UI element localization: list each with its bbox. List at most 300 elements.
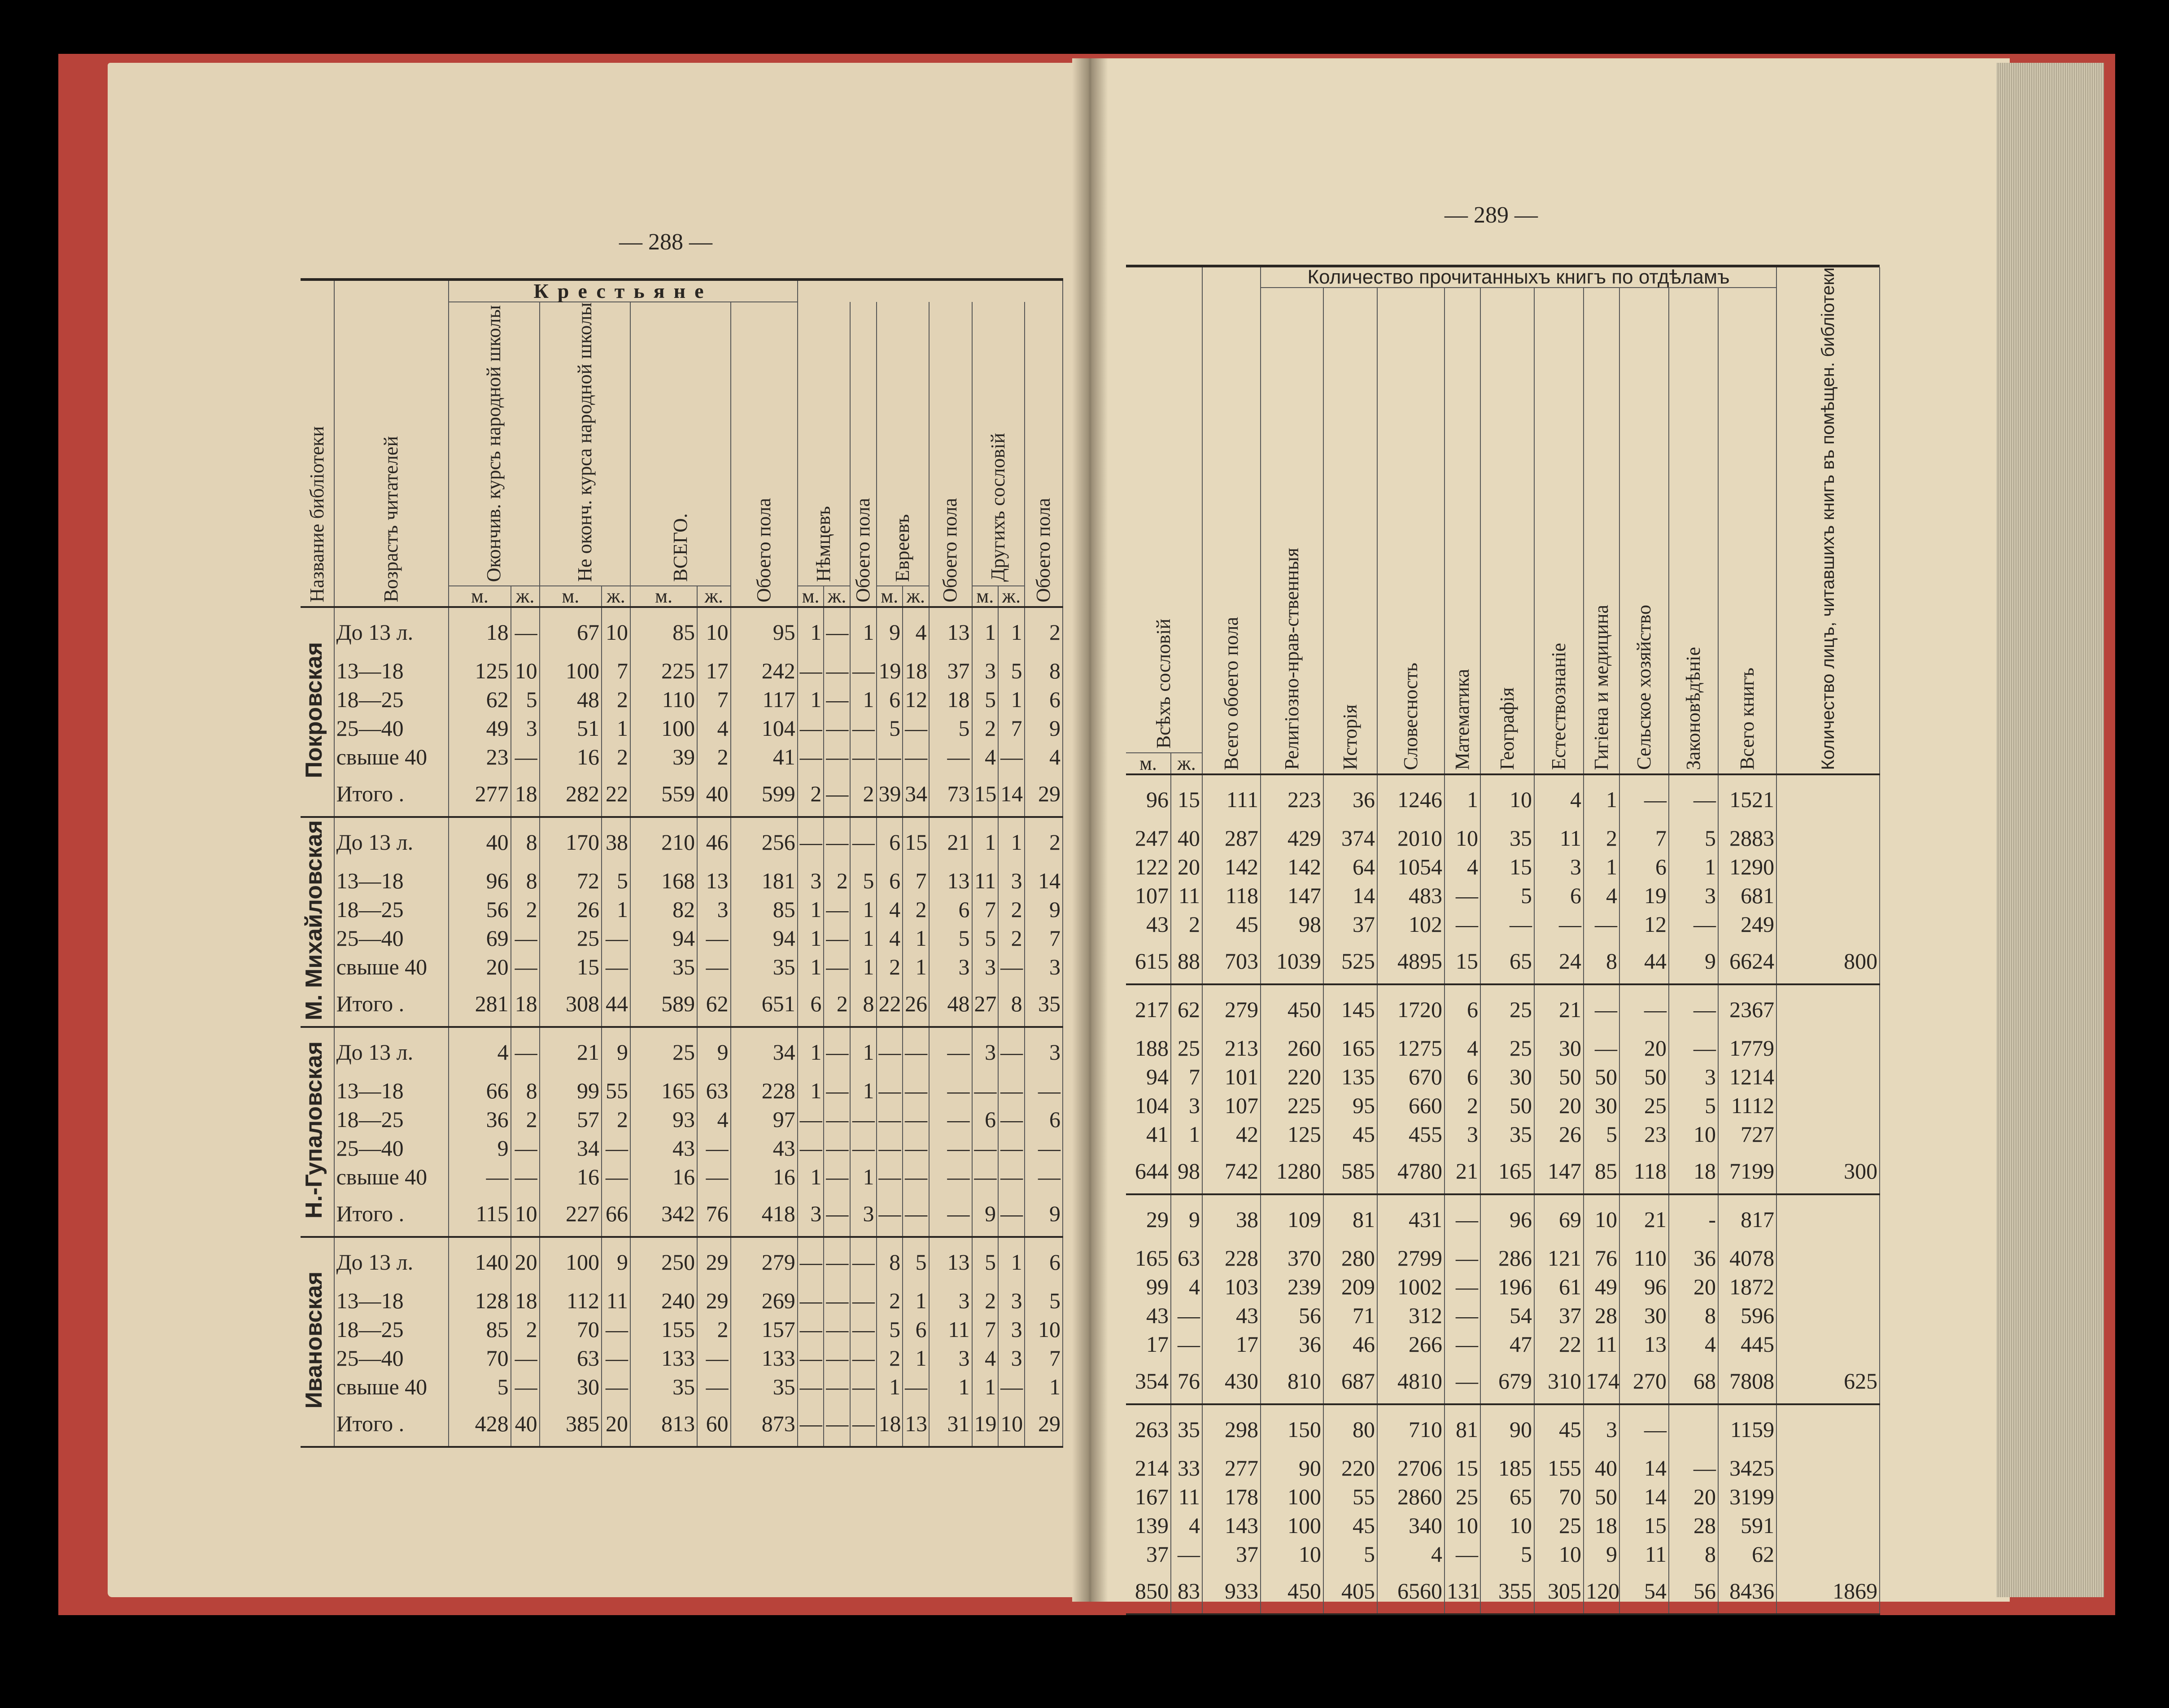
table-cell: 1 <box>972 1372 999 1401</box>
table-cell: 2 <box>903 895 929 924</box>
table-cell: 2706 <box>1377 1454 1445 1482</box>
table-cell: 14 <box>1619 1454 1669 1482</box>
table-cell: 64 <box>1323 852 1377 881</box>
header-other: Другихъ сословій <box>986 432 1009 582</box>
table-cell: 3 <box>998 1286 1025 1315</box>
header-both-sexes-jews: Обоего пола <box>939 498 961 603</box>
table-cell: 93 <box>630 1105 697 1134</box>
table-cell: 11 <box>1171 881 1202 910</box>
table-cell: — <box>903 1027 929 1076</box>
table-cell: 50 <box>1584 1062 1619 1091</box>
table-cell: 90 <box>1261 1454 1323 1482</box>
table-cell: 46 <box>697 817 731 866</box>
table-row <box>301 1076 1063 1105</box>
table-row <box>1126 1091 1880 1120</box>
table-cell: — <box>850 743 877 771</box>
table-cell: 247 <box>1126 824 1171 852</box>
table-cell: 287 <box>1202 824 1261 852</box>
table-row <box>1126 1540 1880 1568</box>
table-cell: 1 <box>850 607 877 656</box>
table-cell: — <box>1171 1301 1202 1330</box>
table-cell: 3 <box>1534 852 1584 881</box>
age-group: Итого . <box>334 771 449 817</box>
table-cell: 374 <box>1323 824 1377 852</box>
table-cell: 5 <box>972 685 999 714</box>
header-all-estates: Всѣхъ сословій <box>1152 619 1175 749</box>
table-cell: 125 <box>449 656 511 685</box>
table-cell: 2 <box>877 1286 903 1315</box>
table-cell: — <box>824 1076 850 1105</box>
table-cell: — <box>877 1105 903 1134</box>
table-cell: 110 <box>630 685 697 714</box>
table-cell: 165 <box>1323 1034 1377 1062</box>
table-cell: 249 <box>1718 910 1776 939</box>
header-m: м. <box>877 586 903 607</box>
table-cell: 3 <box>1025 1027 1063 1076</box>
table-cell: 5 <box>903 1237 929 1286</box>
table-cell: — <box>903 1105 929 1134</box>
table-cell: 6 <box>1445 984 1480 1034</box>
table-cell: 3 <box>972 656 999 685</box>
table-cell: 1159 <box>1718 1404 1776 1454</box>
table-cell: 679 <box>1480 1359 1534 1404</box>
table-cell: 4 <box>1445 1034 1480 1062</box>
table-cell: — <box>929 1162 972 1191</box>
table-cell: 5 <box>850 866 877 895</box>
table-cell: 76 <box>1171 1359 1202 1404</box>
table-cell: 6624 <box>1718 939 1776 984</box>
table-cell: 4 <box>972 743 999 771</box>
table-cell: 67 <box>540 607 602 656</box>
header-finished: Окончив. курсъ народной школы <box>483 305 505 582</box>
library-name-label: Покровская <box>301 642 327 778</box>
book-gutter <box>1072 58 1108 1602</box>
table-cell: 85 <box>731 895 798 924</box>
table-cell: 225 <box>630 656 697 685</box>
table-cell: 35 <box>1480 1120 1534 1149</box>
table-cell: 68 <box>1669 1359 1718 1404</box>
table-cell: 94 <box>1126 1062 1171 1091</box>
age-group: До 13 л. <box>334 1237 449 1286</box>
table-cell: 30 <box>1534 1034 1584 1062</box>
table-cell: 1869 <box>1776 1568 1880 1614</box>
table-cell: 66 <box>449 1076 511 1105</box>
table-cell: 29 <box>697 1286 731 1315</box>
table-cell: 38 <box>602 817 630 866</box>
table-cell: 43 <box>731 1134 798 1162</box>
table-cell: 25 <box>1619 1091 1669 1120</box>
table-cell: — <box>850 1237 877 1286</box>
table-cell: — <box>798 1237 824 1286</box>
table-cell <box>1776 1511 1880 1540</box>
table-cell: 2 <box>798 771 824 817</box>
header-m: м. <box>798 586 824 607</box>
table-cell: 266 <box>1377 1330 1445 1359</box>
table-cell: — <box>929 1191 972 1237</box>
table-cell: 269 <box>731 1286 798 1315</box>
table-cell: 4 <box>1584 881 1619 910</box>
table-cell: 25 <box>1534 1511 1584 1540</box>
table-row <box>301 607 1063 656</box>
table-cell: 13 <box>697 866 731 895</box>
table-cell: 11 <box>929 1315 972 1344</box>
table-cell: 170 <box>540 817 602 866</box>
table-cell: 41 <box>731 743 798 771</box>
table-cell: 145 <box>1323 984 1377 1034</box>
table-row <box>301 1401 1063 1447</box>
header-section-label: Исторія <box>1339 704 1361 770</box>
page-number-left: — 288 — <box>619 229 712 255</box>
table-cell: — <box>850 1286 877 1315</box>
table-cell: 1 <box>972 817 999 866</box>
table-row <box>301 1162 1063 1191</box>
table-cell: 95 <box>1323 1091 1377 1120</box>
table-cell: 15 <box>1171 774 1202 824</box>
table-row <box>301 924 1063 952</box>
table-cell <box>1776 1034 1880 1062</box>
table-cell: 591 <box>1718 1511 1776 1540</box>
table-cell: 1 <box>850 1076 877 1105</box>
table-cell: 142 <box>1261 852 1323 881</box>
page-edges <box>1996 63 2104 1597</box>
table-cell: 5 <box>929 924 972 952</box>
header-section <box>1377 288 1445 774</box>
table-cell: 55 <box>1323 1482 1377 1511</box>
table-cell: — <box>798 1286 824 1315</box>
table-cell: — <box>511 1134 540 1162</box>
table-cell: 2799 <box>1377 1244 1445 1272</box>
table-cell: — <box>998 743 1025 771</box>
table-cell: 50 <box>1480 1091 1534 1120</box>
table-cell: 122 <box>1126 852 1171 881</box>
table-cell: 26 <box>540 895 602 924</box>
header-section <box>1323 288 1377 774</box>
table-cell: 20 <box>602 1401 630 1447</box>
table-cell: 1 <box>1669 852 1718 881</box>
header-age: Возрастъ читателей <box>380 436 402 603</box>
table-cell: 125 <box>1261 1120 1323 1149</box>
table-cell: 1 <box>798 1162 824 1191</box>
table-cell <box>1776 1454 1880 1482</box>
table-cell: — <box>1619 1404 1669 1454</box>
table-cell: 263 <box>1126 1404 1171 1454</box>
table-cell: 49 <box>1584 1272 1619 1301</box>
table-cell: — <box>602 1315 630 1344</box>
table-cell: 56 <box>1669 1568 1718 1614</box>
table-cell: 37 <box>929 656 972 685</box>
table-cell: 76 <box>1584 1244 1619 1272</box>
table-cell: 20 <box>1534 1091 1584 1120</box>
table-cell: 1 <box>798 895 824 924</box>
table-row <box>301 1191 1063 1237</box>
table-cell: — <box>903 714 929 743</box>
table-cell: 1 <box>798 685 824 714</box>
table-cell: 54 <box>1619 1568 1669 1614</box>
table-cell: 40 <box>511 1401 540 1447</box>
table-cell: 25 <box>540 924 602 952</box>
table-cell <box>1776 1301 1880 1330</box>
table-cell: 312 <box>1377 1301 1445 1330</box>
table-cell: 63 <box>540 1344 602 1372</box>
table-cell: — <box>972 1076 999 1105</box>
table-cell: — <box>798 743 824 771</box>
table-cell: 15 <box>903 817 929 866</box>
table-row <box>301 866 1063 895</box>
table-cell: 28 <box>1669 1511 1718 1540</box>
table-cell: 6 <box>1025 1105 1063 1134</box>
table-cell: 5 <box>1584 1120 1619 1149</box>
table-cell: 35 <box>731 952 798 981</box>
table-cell: 100 <box>540 1237 602 1286</box>
table-cell: — <box>798 817 824 866</box>
table-cell: 8 <box>877 1237 903 1286</box>
table-cell: 102 <box>1377 910 1445 939</box>
table-row <box>1126 1149 1880 1194</box>
table-cell: 2010 <box>1377 824 1445 852</box>
header-section <box>1718 288 1776 774</box>
table-cell <box>1776 1062 1880 1091</box>
table-cell: 2 <box>877 952 903 981</box>
table-cell: 100 <box>1261 1482 1323 1511</box>
table-cell: — <box>1445 1330 1480 1359</box>
table-cell: 19 <box>972 1401 999 1447</box>
table-cell: 42 <box>1202 1120 1261 1149</box>
table-cell: 4 <box>449 1027 511 1076</box>
table-cell: — <box>511 924 540 952</box>
table-cell: 3 <box>511 714 540 743</box>
age-group: 25—40 <box>334 1134 449 1162</box>
table-row <box>1126 1034 1880 1062</box>
table-cell: 110 <box>1619 1244 1669 1272</box>
table-cell <box>1776 1194 1880 1244</box>
table-cell: 22 <box>877 981 903 1027</box>
table-cell: 1 <box>850 895 877 924</box>
table-cell: 223 <box>1261 774 1323 824</box>
table-cell: 37 <box>1323 910 1377 939</box>
header-section <box>1584 288 1619 774</box>
table-cell: 99 <box>540 1076 602 1105</box>
table-cell: — <box>824 1315 850 1344</box>
table-cell: 5 <box>877 1315 903 1344</box>
table-cell: 29 <box>1126 1194 1171 1244</box>
table-cell: 405 <box>1323 1568 1377 1614</box>
table-cell: 62 <box>697 981 731 1027</box>
table-cell: — <box>798 714 824 743</box>
table-cell: 37 <box>1202 1540 1261 1568</box>
table-cell: 69 <box>449 924 511 952</box>
table-cell: 139 <box>1126 1511 1171 1540</box>
table-cell: 2 <box>602 1105 630 1134</box>
table-cell: — <box>697 1372 731 1401</box>
table-cell: — <box>850 1315 877 1344</box>
table-cell: 6 <box>1445 1062 1480 1091</box>
header-f: ж. <box>903 586 929 607</box>
table-cell: — <box>877 1134 903 1162</box>
table-cell: 11 <box>972 866 999 895</box>
age-group: 25—40 <box>334 714 449 743</box>
table-cell: 23 <box>1619 1120 1669 1149</box>
table-cell: 3 <box>929 1286 972 1315</box>
table-cell: 1 <box>1584 852 1619 881</box>
table-cell: 36 <box>449 1105 511 1134</box>
table-cell: 7199 <box>1718 1149 1776 1194</box>
table-cell: 2 <box>972 1286 999 1315</box>
table-cell: 15 <box>1480 852 1534 881</box>
table-cell: 15 <box>540 952 602 981</box>
table-cell: 98 <box>1261 910 1323 939</box>
table-cell: 2 <box>824 981 850 1027</box>
table-row <box>301 1372 1063 1401</box>
table-cell: — <box>798 1401 824 1447</box>
table-cell: 1275 <box>1377 1034 1445 1062</box>
table-cell: 5 <box>972 1237 999 1286</box>
table-cell: 25 <box>1480 984 1534 1034</box>
table-cell: 63 <box>697 1076 731 1105</box>
table-cell: 286 <box>1480 1244 1534 1272</box>
table-cell: 1 <box>798 952 824 981</box>
header-total: ВСЕГО. <box>669 513 691 582</box>
table-cell: — <box>1584 984 1619 1034</box>
table-cell: 227 <box>540 1191 602 1237</box>
table-cell: — <box>1669 910 1718 939</box>
table-cell: 217 <box>1126 984 1171 1034</box>
table-cell: 742 <box>1202 1149 1261 1194</box>
table-cell: 4810 <box>1377 1359 1445 1404</box>
table-cell: 1054 <box>1377 852 1445 881</box>
table-cell: 65 <box>1480 939 1534 984</box>
header-section-label: Всего книгъ <box>1736 668 1758 770</box>
table-cell: 33 <box>1171 1454 1202 1482</box>
table-cell: — <box>903 1162 929 1191</box>
header-section <box>1669 288 1718 774</box>
table-cell: 9 <box>972 1191 999 1237</box>
table-cell: 97 <box>731 1105 798 1134</box>
table-cell: 94 <box>731 924 798 952</box>
table-cell: 310 <box>1534 1359 1584 1404</box>
table-cell: 15 <box>1445 939 1480 984</box>
table-cell: 62 <box>449 685 511 714</box>
table-cell: 12 <box>903 685 929 714</box>
table-cell: — <box>824 1286 850 1315</box>
table-cell: — <box>697 1344 731 1372</box>
table-cell: 9 <box>1171 1194 1202 1244</box>
table-cell: — <box>929 743 972 771</box>
table-cell: 250 <box>630 1237 697 1286</box>
table-cell <box>1776 1244 1880 1272</box>
table-cell: 430 <box>1202 1359 1261 1404</box>
table-cell: — <box>602 1134 630 1162</box>
table-cell: — <box>972 1134 999 1162</box>
table-cell: 1 <box>850 1027 877 1076</box>
table-cell <box>1776 881 1880 910</box>
table-cell: 428 <box>449 1401 511 1447</box>
table-cell: 109 <box>1261 1194 1323 1244</box>
table-cell: 483 <box>1377 881 1445 910</box>
table-cell: 18 <box>1584 1511 1619 1540</box>
table-cell <box>1776 910 1880 939</box>
table-cell: — <box>1534 910 1584 939</box>
table-cell: 48 <box>929 981 972 1027</box>
table-cell: 85 <box>630 607 697 656</box>
table-cell: — <box>998 1134 1025 1162</box>
right-table <box>1126 265 1880 1615</box>
table-cell: 142 <box>1202 852 1261 881</box>
table-cell: — <box>998 1105 1025 1134</box>
table-cell: 21 <box>1619 1194 1669 1244</box>
table-cell: — <box>877 1191 903 1237</box>
table-cell: 3 <box>929 952 972 981</box>
table-cell: 8 <box>1584 939 1619 984</box>
table-cell: 25 <box>1480 1034 1534 1062</box>
table-cell: — <box>511 743 540 771</box>
table-cell: 61 <box>1534 1272 1584 1301</box>
table-cell: 8 <box>511 1076 540 1105</box>
header-m: м. <box>972 586 999 607</box>
table-cell: 13 <box>929 866 972 895</box>
table-cell: 15 <box>972 771 999 817</box>
table-cell <box>1776 1120 1880 1149</box>
table-cell: 81 <box>1323 1194 1377 1244</box>
table-cell: 450 <box>1261 1568 1323 1614</box>
table-cell: — <box>850 1134 877 1162</box>
table-cell: 35 <box>630 1372 697 1401</box>
table-cell: 34 <box>731 1027 798 1076</box>
table-cell <box>1776 1330 1880 1359</box>
table-row <box>1126 824 1880 852</box>
table-cell: — <box>511 1162 540 1191</box>
table-cell: 96 <box>1126 774 1171 824</box>
table-row <box>1126 984 1880 1034</box>
table-cell: 4 <box>1534 774 1584 824</box>
table-cell: 7 <box>903 866 929 895</box>
table-cell: 43 <box>1126 910 1171 939</box>
table-cell: 10 <box>697 607 731 656</box>
age-group: До 13 л. <box>334 1027 449 1076</box>
table-cell <box>1776 984 1880 1034</box>
table-cell: — <box>1445 1540 1480 1568</box>
table-row <box>301 1105 1063 1134</box>
table-cell: 727 <box>1718 1120 1776 1149</box>
table-cell: 115 <box>449 1191 511 1237</box>
table-cell: 2 <box>697 743 731 771</box>
table-cell: 43 <box>630 1134 697 1162</box>
header-f: ж. <box>697 586 731 607</box>
age-group: 13—18 <box>334 1076 449 1105</box>
table-cell: 13 <box>929 607 972 656</box>
table-cell: — <box>697 1162 731 1191</box>
table-cell: 18 <box>903 656 929 685</box>
table-cell: — <box>1445 1272 1480 1301</box>
table-cell: 168 <box>630 866 697 895</box>
table-row <box>301 714 1063 743</box>
table-cell: — <box>798 1372 824 1401</box>
table-cell: 1280 <box>1261 1149 1323 1194</box>
table-row <box>301 685 1063 714</box>
table-cell: 4 <box>1025 743 1063 771</box>
table-cell: — <box>929 1027 972 1076</box>
table-cell: 4780 <box>1377 1149 1445 1194</box>
table-cell: 1720 <box>1377 984 1445 1034</box>
table-cell: — <box>972 1162 999 1191</box>
table-cell: 3 <box>798 1191 824 1237</box>
table-cell: 2 <box>602 685 630 714</box>
header-f: ж. <box>511 586 540 607</box>
table-cell: 11 <box>1534 824 1584 852</box>
table-cell: — <box>824 656 850 685</box>
table-cell: 225 <box>1261 1091 1323 1120</box>
table-cell: 1 <box>1171 1120 1202 1149</box>
table-cell: 4 <box>697 714 731 743</box>
